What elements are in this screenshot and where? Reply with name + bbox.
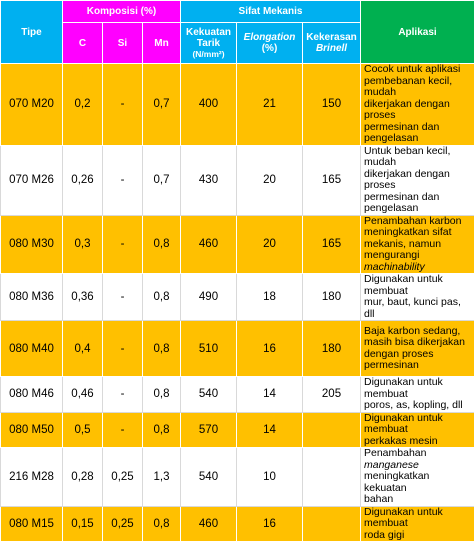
cell-mn: 0,8 bbox=[143, 274, 181, 321]
cell-mn: 0,7 bbox=[143, 145, 181, 215]
cell-c: 0,2 bbox=[63, 64, 103, 146]
table-row bbox=[1, 321, 474, 377]
cell-aplikasi: Digunakan untuk membuat mur, baut, kunci pas, dll bbox=[361, 274, 474, 321]
header-mn: Mn bbox=[143, 23, 181, 64]
header-kekuatan-tarik: Kekuatan Tarik (N/mm²) bbox=[181, 23, 237, 64]
cell-si: - bbox=[103, 145, 143, 215]
header-c: C bbox=[63, 23, 103, 64]
cell-brinell: 165 bbox=[303, 215, 361, 274]
cell-tipe: 070 M26 bbox=[1, 145, 63, 215]
cell-si: - bbox=[103, 274, 143, 321]
cell-si: - bbox=[103, 377, 143, 413]
cell-si: - bbox=[103, 64, 143, 146]
cell-tipe: 216 M28 bbox=[1, 448, 63, 507]
cell-kekuatan-tarik: 460 bbox=[181, 506, 237, 542]
cell-si: - bbox=[103, 215, 143, 274]
cell-aplikasi: Untuk beban kecil, mudah dikerjakan dengan proses permesinan dan pengelasan bbox=[361, 145, 474, 215]
cell-mn: 0,8 bbox=[143, 215, 181, 274]
cell-aplikasi: Baja karbon sedang, masih bisa dikerjakan dengan proses permesinan bbox=[361, 321, 474, 377]
cell-kekuatan-tarik: 510 bbox=[181, 321, 237, 377]
cell-brinell: 205 bbox=[303, 377, 361, 413]
cell-brinell bbox=[303, 506, 361, 542]
cell-c: 0,46 bbox=[63, 377, 103, 413]
cell-si: 0,25 bbox=[103, 506, 143, 542]
cell-elongation: 14 bbox=[237, 377, 303, 413]
cell-si: 0,25 bbox=[103, 448, 143, 507]
cell-mn: 1,3 bbox=[143, 448, 181, 507]
cell-brinell: 180 bbox=[303, 274, 361, 321]
cell-tipe: 080 M40 bbox=[1, 321, 63, 377]
cell-c: 0,36 bbox=[63, 274, 103, 321]
cell-kekuatan-tarik: 430 bbox=[181, 145, 237, 215]
header-tipe: Tipe bbox=[1, 1, 63, 64]
cell-tipe: 080 M50 bbox=[1, 412, 63, 448]
cell-elongation: 10 bbox=[237, 448, 303, 507]
cell-kekuatan-tarik: 400 bbox=[181, 64, 237, 146]
table-row bbox=[1, 412, 474, 448]
table-row bbox=[1, 506, 474, 542]
cell-si: - bbox=[103, 321, 143, 377]
cell-brinell bbox=[303, 412, 361, 448]
cell-kekuatan-tarik: 490 bbox=[181, 274, 237, 321]
cell-tipe: 080 M30 bbox=[1, 215, 63, 274]
cell-brinell bbox=[303, 448, 361, 507]
cell-aplikasi: Penambahan karbon meningkatkan sifat mekanis, namun mengurangi machinability bbox=[361, 215, 474, 274]
header-elongation: Elongation (%) bbox=[237, 23, 303, 64]
cell-kekuatan-tarik: 460 bbox=[181, 215, 237, 274]
table-row bbox=[1, 64, 474, 146]
cell-tipe: 070 M20 bbox=[1, 64, 63, 146]
cell-elongation: 20 bbox=[237, 215, 303, 274]
cell-tipe: 080 M46 bbox=[1, 377, 63, 413]
cell-mn: 0,7 bbox=[143, 64, 181, 146]
cell-elongation: 14 bbox=[237, 412, 303, 448]
header-komposisi: Komposisi (%) bbox=[63, 1, 181, 23]
cell-aplikasi: Digunakan untuk membuat poros, as, kopling, dll bbox=[361, 377, 474, 413]
cell-brinell: 165 bbox=[303, 145, 361, 215]
header-si: Si bbox=[103, 23, 143, 64]
cell-brinell: 180 bbox=[303, 321, 361, 377]
cell-aplikasi: Cocok untuk aplikasi pembebanan kecil, mudah dikerjakan dengan proses permesinan dan pengelasan bbox=[361, 64, 474, 146]
cell-mn: 0,8 bbox=[143, 377, 181, 413]
table-row bbox=[1, 215, 474, 274]
cell-elongation: 16 bbox=[237, 506, 303, 542]
cell-aplikasi: Digunakan untuk membuat roda gigi bbox=[361, 506, 474, 542]
cell-c: 0,26 bbox=[63, 145, 103, 215]
cell-kekuatan-tarik: 540 bbox=[181, 377, 237, 413]
cell-kekuatan-tarik: 540 bbox=[181, 448, 237, 507]
cell-c: 0,28 bbox=[63, 448, 103, 507]
cell-brinell: 150 bbox=[303, 64, 361, 146]
table-row bbox=[1, 448, 474, 507]
cell-elongation: 20 bbox=[237, 145, 303, 215]
cell-kekuatan-tarik: 570 bbox=[181, 412, 237, 448]
cell-aplikasi: Digunakan untuk membuat perkakas mesin bbox=[361, 412, 474, 448]
header-kekerasan: Kekerasan Brinell bbox=[303, 23, 361, 64]
cell-c: 0,3 bbox=[63, 215, 103, 274]
cell-si: - bbox=[103, 412, 143, 448]
cell-elongation: 18 bbox=[237, 274, 303, 321]
cell-tipe: 080 M36 bbox=[1, 274, 63, 321]
table-row bbox=[1, 145, 474, 215]
cell-mn: 0,8 bbox=[143, 412, 181, 448]
cell-c: 0,5 bbox=[63, 412, 103, 448]
table-row bbox=[1, 274, 474, 321]
cell-c: 0,15 bbox=[63, 506, 103, 542]
cell-elongation: 16 bbox=[237, 321, 303, 377]
cell-aplikasi: Penambahan manganese meningkatkan kekuatan bahan bbox=[361, 448, 474, 507]
cell-mn: 0,8 bbox=[143, 321, 181, 377]
header-aplikasi: Aplikasi bbox=[361, 1, 474, 64]
cell-elongation: 21 bbox=[237, 64, 303, 146]
cell-tipe: 080 M15 bbox=[1, 506, 63, 542]
header-sifat-mekanis: Sifat Mekanis bbox=[181, 1, 361, 23]
cell-c: 0,4 bbox=[63, 321, 103, 377]
table-row bbox=[1, 377, 474, 413]
cell-mn: 0,8 bbox=[143, 506, 181, 542]
